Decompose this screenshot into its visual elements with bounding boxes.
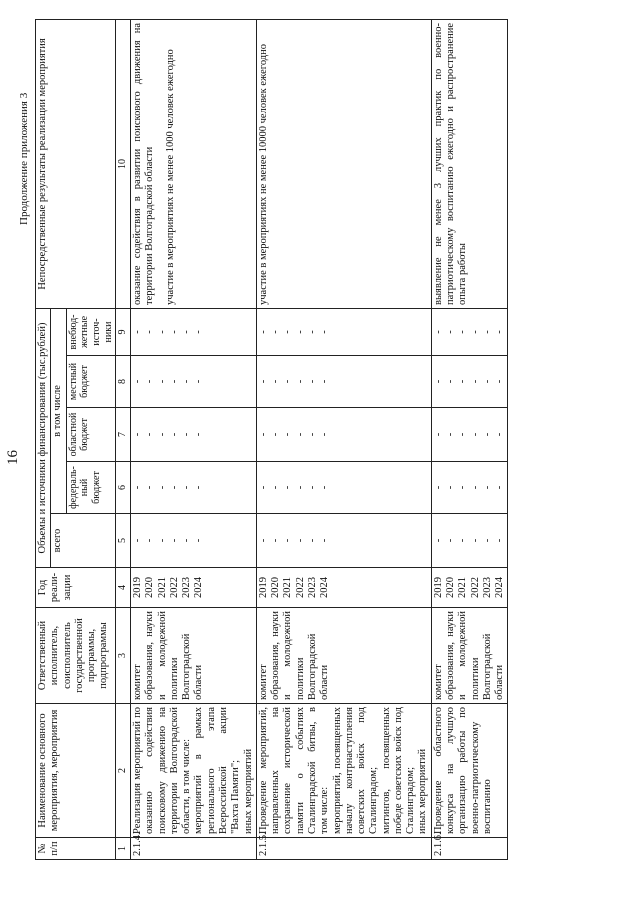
row-number: 2.1.5. [256, 838, 431, 860]
row-name: Проведение областного конкурса на лучшую организацию работы по военно-патриотическому воспитанию [431, 704, 508, 838]
header-year: Год реали-зации [36, 568, 116, 608]
col-number: 4 [116, 568, 131, 608]
row-result-text: оказание содействия в развитии поискового движения на территории Волгоградской области [132, 22, 156, 305]
row-years: 2019 2020 2021 2022 2023 2024 [256, 568, 431, 608]
row-number: 2.1.4. [131, 838, 257, 860]
header-name: Наименование основного мероприятия, мероприятия [36, 704, 116, 838]
header-responsible: Ответственный исполнитель, соисполнитель государственной программы, подпрограммы [36, 608, 116, 704]
col-number: 1 [116, 838, 131, 860]
table-row [256, 19, 431, 859]
table-row [431, 19, 508, 859]
row-total: - - - - - - [131, 514, 257, 568]
row-regional: - - - - - - [256, 408, 431, 462]
row-name: Проведение мероприятий, направленных на сохранение исторической памяти о событиях Сталинградской битвы, в том числе: мероприятий, посвященных началу контрнаступления советских войск под Сталинградом; митингов, посвященных победе советских войск под Сталинградом; иных мероприятий [256, 704, 431, 838]
header-local: местный бюджет [66, 356, 116, 408]
column-number-row [116, 19, 131, 859]
col-number: 8 [116, 356, 131, 408]
col-number: 7 [116, 408, 131, 462]
row-local: - - - - - - [256, 356, 431, 408]
row-extrabudget: - - - - - - [131, 308, 257, 355]
col-number: 10 [116, 19, 131, 308]
col-number: 5 [116, 514, 131, 568]
page-number: 16 [5, 450, 21, 465]
row-total: - - - - - - [256, 514, 431, 568]
row-responsible: комитет образования, науки и молодежной политики Волгоградской области [256, 608, 431, 704]
col-number: 3 [116, 608, 131, 704]
row-responsible: комитет образования, науки и молодежной политики Волгоградской области [131, 608, 257, 704]
header-funding: Объемы и источники финансирования (тыс.рублей) [36, 308, 51, 567]
row-regional: - - - - - - [131, 408, 257, 462]
row-years: 2019 2020 2021 2022 2023 2024 [431, 568, 508, 608]
row-local: - - - - - - [131, 356, 257, 408]
row-result-text-2: участие в мероприятиях не менее 1000 человек ежегодно [164, 49, 176, 305]
row-years: 2019 2020 2021 2022 2023 2024 [131, 568, 257, 608]
header-regional: областной бюджет [66, 408, 116, 462]
row-result: участие в мероприятиях не менее 10000 человек ежегодно [256, 19, 431, 308]
row-number: 2.1.6. [431, 838, 508, 860]
table-row [131, 19, 257, 859]
header-no: № п/п [36, 838, 116, 860]
row-responsible: комитет образования, науки и молодежной политики Волгоградской области [431, 608, 508, 704]
header-extrabudget: внебюд-жетные источ-ники [66, 308, 116, 355]
col-number: 2 [116, 704, 131, 838]
row-result: выявление не менее 3 лучших практик по военно-патриотическому воспитанию ежегодно и распространение опыта работы [431, 19, 508, 308]
row-federal: - - - - - - [131, 462, 257, 514]
col-number: 9 [116, 308, 131, 355]
appendix-continuation-label: Продолжение приложения 3 [18, 92, 30, 225]
header-row-1 [36, 19, 51, 859]
row-local: - - - - - - [431, 356, 508, 408]
header-total: всего [51, 514, 116, 568]
row-extrabudget: - - - - - - [256, 308, 431, 355]
funding-table [35, 19, 508, 860]
row-extrabudget: - - - - - - [431, 308, 508, 355]
row-total: - - - - - - [431, 514, 508, 568]
row-result [131, 19, 257, 308]
header-federal: федераль-ный бюджет [66, 462, 116, 514]
row-federal: - - - - - - [431, 462, 508, 514]
row-name: Реализация мероприятий по оказанию содействия поисковому движению на территории Волгоградской области, в том числе: мероприятий в рамках регионального этапа Всероссийской акции "Вахта Памяти"; иных мероприятий [131, 704, 257, 838]
row-regional: - - - - - - [431, 408, 508, 462]
header-results: Непосредственные результаты реализации мероприятия [36, 19, 116, 308]
col-number: 6 [116, 462, 131, 514]
header-incl: в том числе [51, 308, 66, 513]
row-federal: - - - - - - [256, 462, 431, 514]
